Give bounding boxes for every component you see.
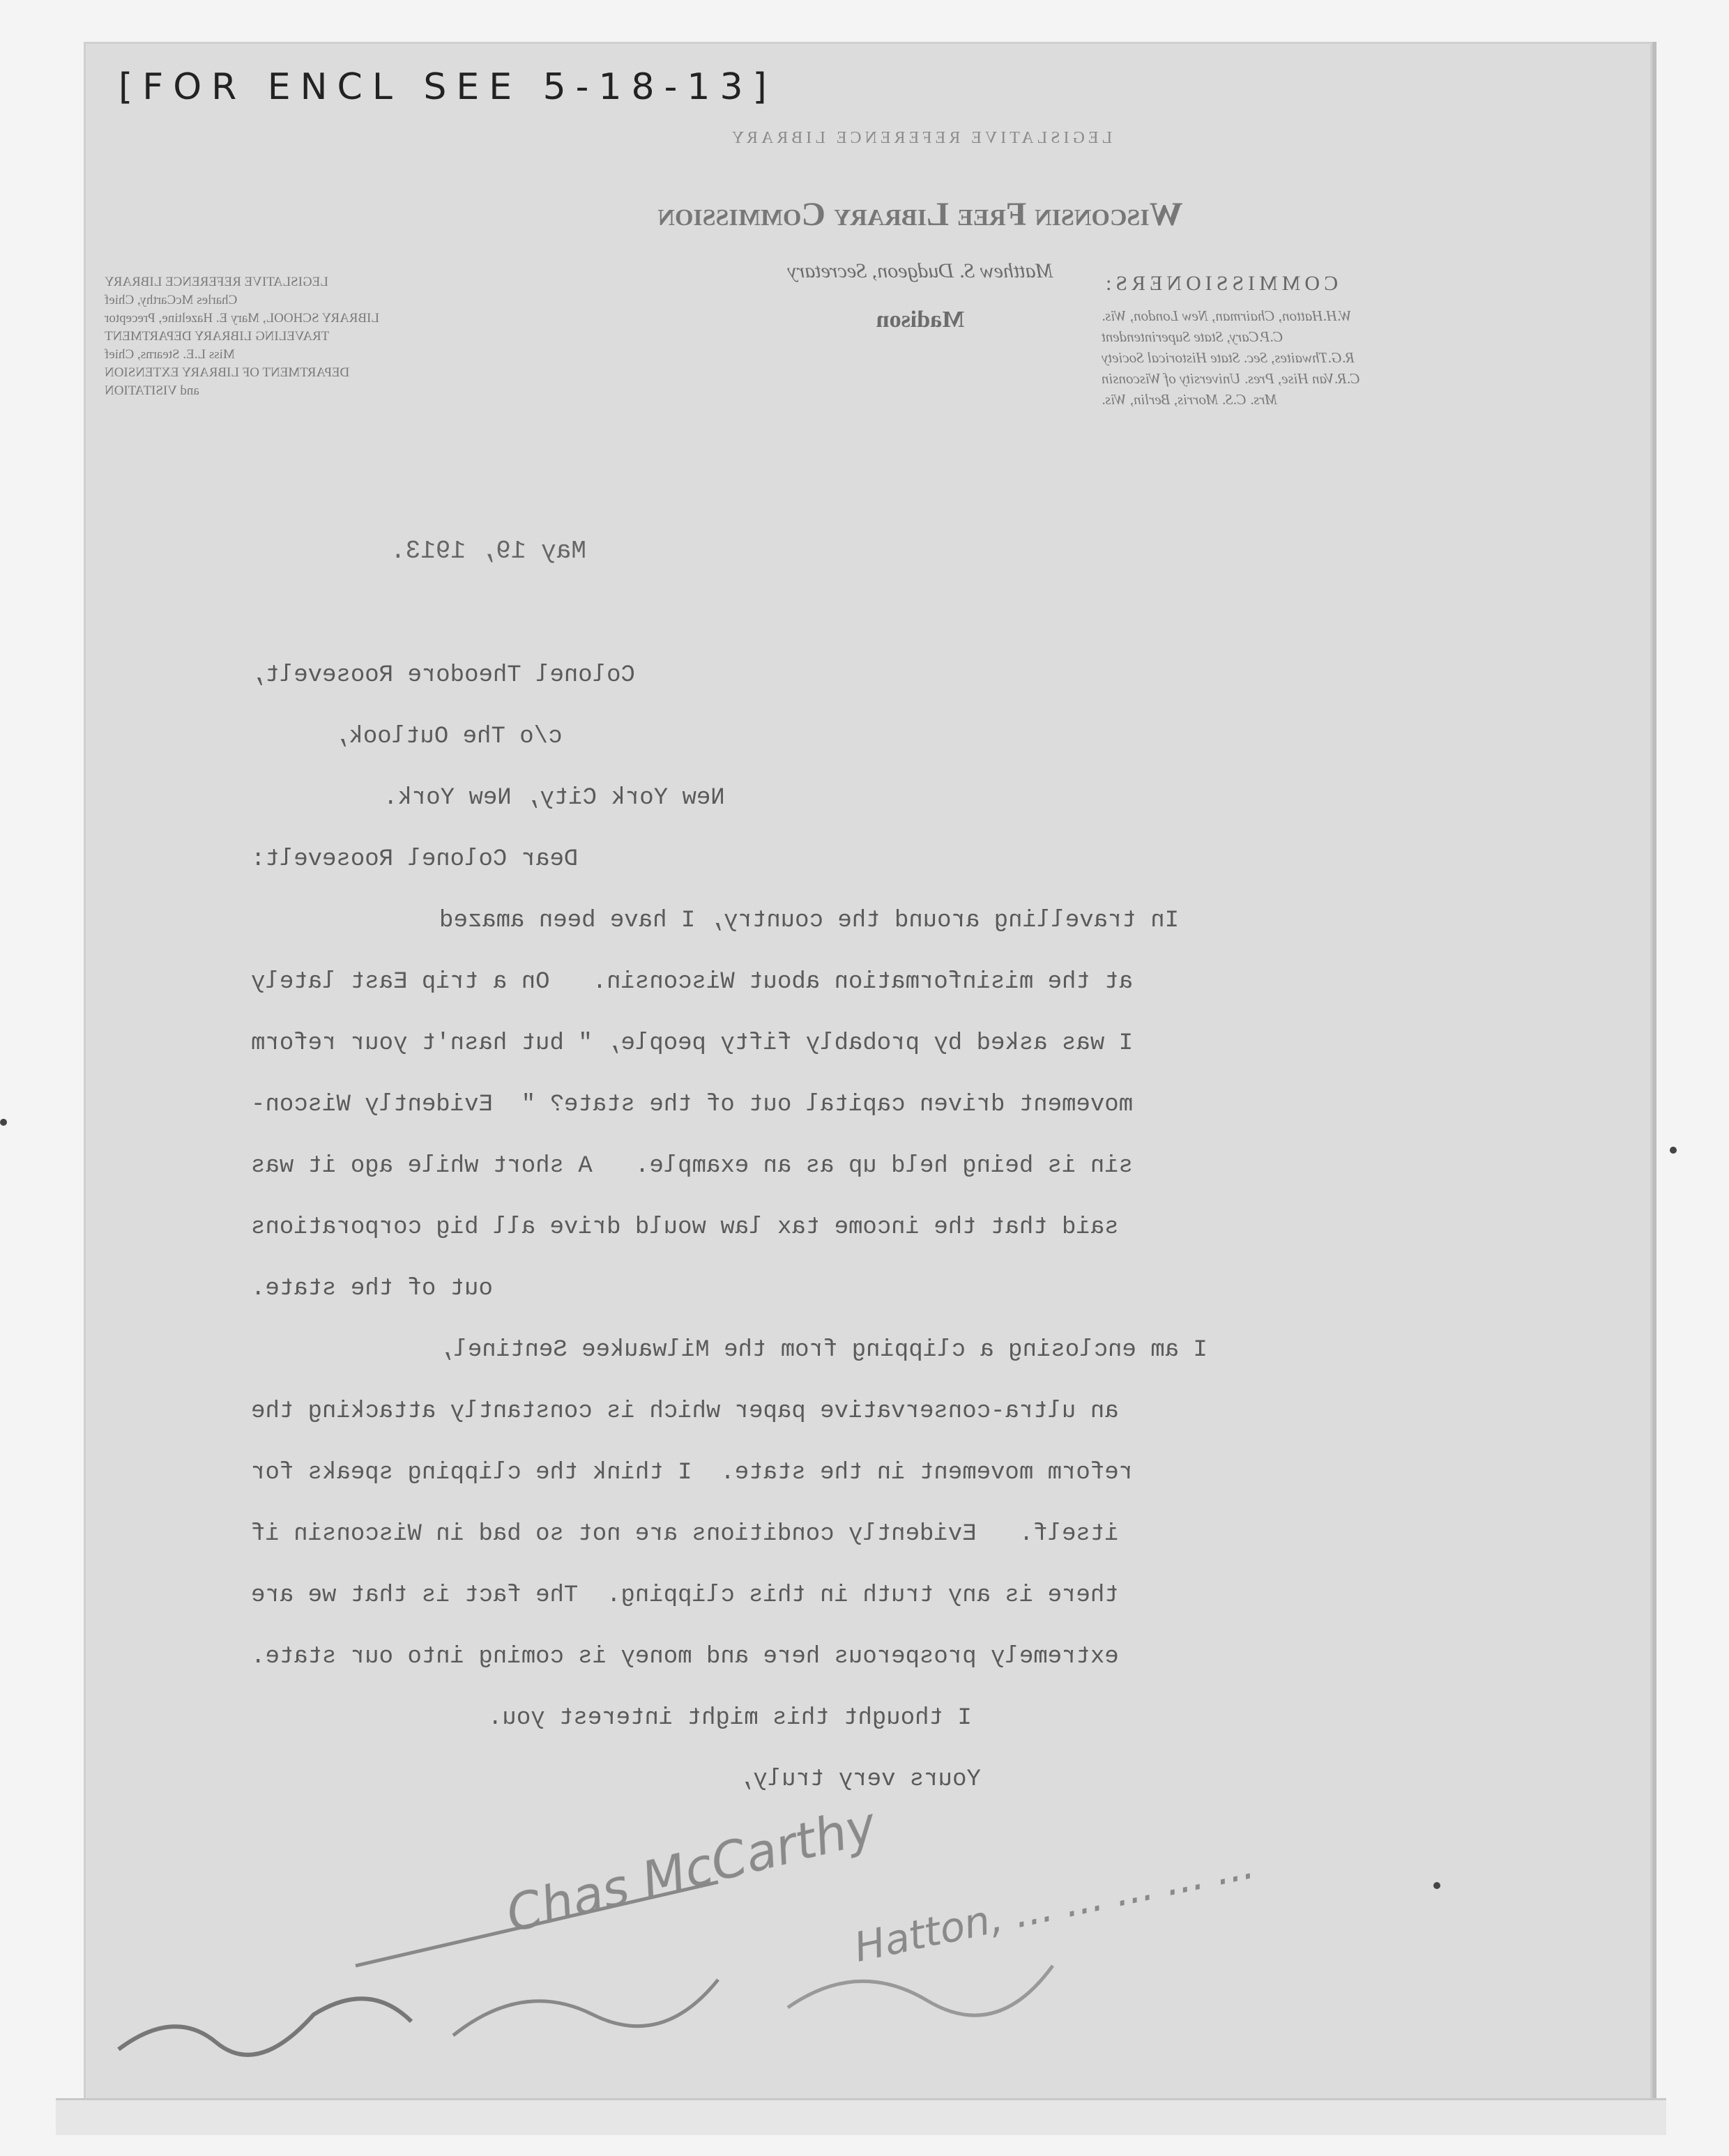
paragraph-line: In travelling around the country, I have been amazed: [439, 908, 1179, 934]
handwriting-strokes: [91, 1840, 1067, 2091]
department-item: DEPARTMENT OF LIBRARY EXTENSION: [105, 365, 350, 380]
recipient-line: New York City, New York.: [383, 785, 725, 811]
recipient-line: c/o The Outlook,: [335, 724, 563, 750]
commissioner-item: Mrs. C.S. Morris, Berlin, Wis.: [1102, 391, 1278, 408]
commissioner-item: C.R.Van Hise, Pres. University of Wisconsin: [1102, 370, 1360, 387]
commissioners-list: [1102, 305, 1617, 410]
paragraph-line: I am enclosing a clipping from the Milwaukee Sentinel,: [439, 1337, 1208, 1363]
paragraph-line: reform movement in the state. I think the clipping speaks for: [251, 1460, 1134, 1486]
paragraph-line: I was asked by probably fifty people, " but hasn't your reform: [251, 1030, 1134, 1057]
letterhead-organization: Wisconsin Free Library Commission: [657, 196, 1183, 233]
paragraph-line: itself. Evidently conditions are not so bad in Wisconsin if: [251, 1521, 1119, 1547]
letterhead-library-line: LEGISLATIVE REFERENCE LIBRARY: [728, 129, 1113, 147]
paragraph-line: I thought this might interest you.: [488, 1705, 972, 1731]
paragraph-line: an ultra-conservative paper which is constantly attacking the: [251, 1398, 1119, 1425]
margin-dot: [1670, 1147, 1677, 1154]
paragraph-line: extremely prosperous here and money is coming into our state.: [251, 1644, 1119, 1670]
commissioner-item: R.G.Thwaites, Sec. State Historical Society: [1102, 349, 1355, 366]
paragraph-line: out of the state.: [251, 1276, 493, 1302]
department-item: Miss L.E. Stearns, Chief: [105, 347, 235, 362]
paragraph-line: there is any truth in this clipping. The fact is that we are: [251, 1582, 1119, 1609]
letter-date: May 19, 1913.: [390, 537, 586, 565]
salutation: Dear Colonel Roosevelt:: [251, 846, 579, 873]
letterhead-secretary: Matthew S. Dudgeon, Secretary: [787, 259, 1053, 282]
closing: Yours very truly,: [739, 1766, 981, 1793]
archive-annotation: [FOR ENCL SEE 5-18-13]: [119, 66, 777, 108]
handwritten-notes: Hatton, ... ... ... ... ...: [850, 1840, 1258, 1971]
department-item: Charles McCarthy, Chief: [105, 293, 238, 307]
margin-dot: [0, 1119, 7, 1126]
paragraph-line: sin is being held up as an example. A short while ago it was: [251, 1153, 1134, 1179]
recipient-line: Colonel Theodore Roosevelt,: [251, 662, 635, 689]
letter-body: [251, 662, 1436, 1847]
department-item: LIBRARY SCHOOL, Mary E. Hazeltine, Preceptor: [105, 311, 379, 326]
signature: Chas McCarthy: [500, 1795, 882, 1944]
paragraph-line: at the misinformation about Wisconsin. On a trip East lately: [251, 969, 1134, 995]
margin-dot: [1433, 1882, 1440, 1889]
letterhead-city: Madison: [876, 307, 965, 332]
commissioners-title: COMMISSIONERS:: [1102, 272, 1339, 295]
department-item: and VISITATION: [105, 383, 199, 398]
paragraph-line: said that the income tax law would drive all big corporations: [251, 1214, 1119, 1241]
commissioner-item: C.P.Cary, State Superintendent: [1102, 328, 1284, 345]
page-bottom-edge: [56, 2098, 1666, 2135]
departments-list: [105, 273, 495, 400]
department-item: TRAVELING LIBRARY DEPARTMENT: [105, 329, 330, 344]
paragraph-line: movement driven capital out of the state? " Evidently Wiscon-: [251, 1092, 1134, 1118]
commissioner-item: W.H.Hatton, Chairman, New London, Wis.: [1102, 307, 1352, 324]
department-item: LEGISLATIVE REFERENCE LIBRARY: [105, 275, 328, 289]
